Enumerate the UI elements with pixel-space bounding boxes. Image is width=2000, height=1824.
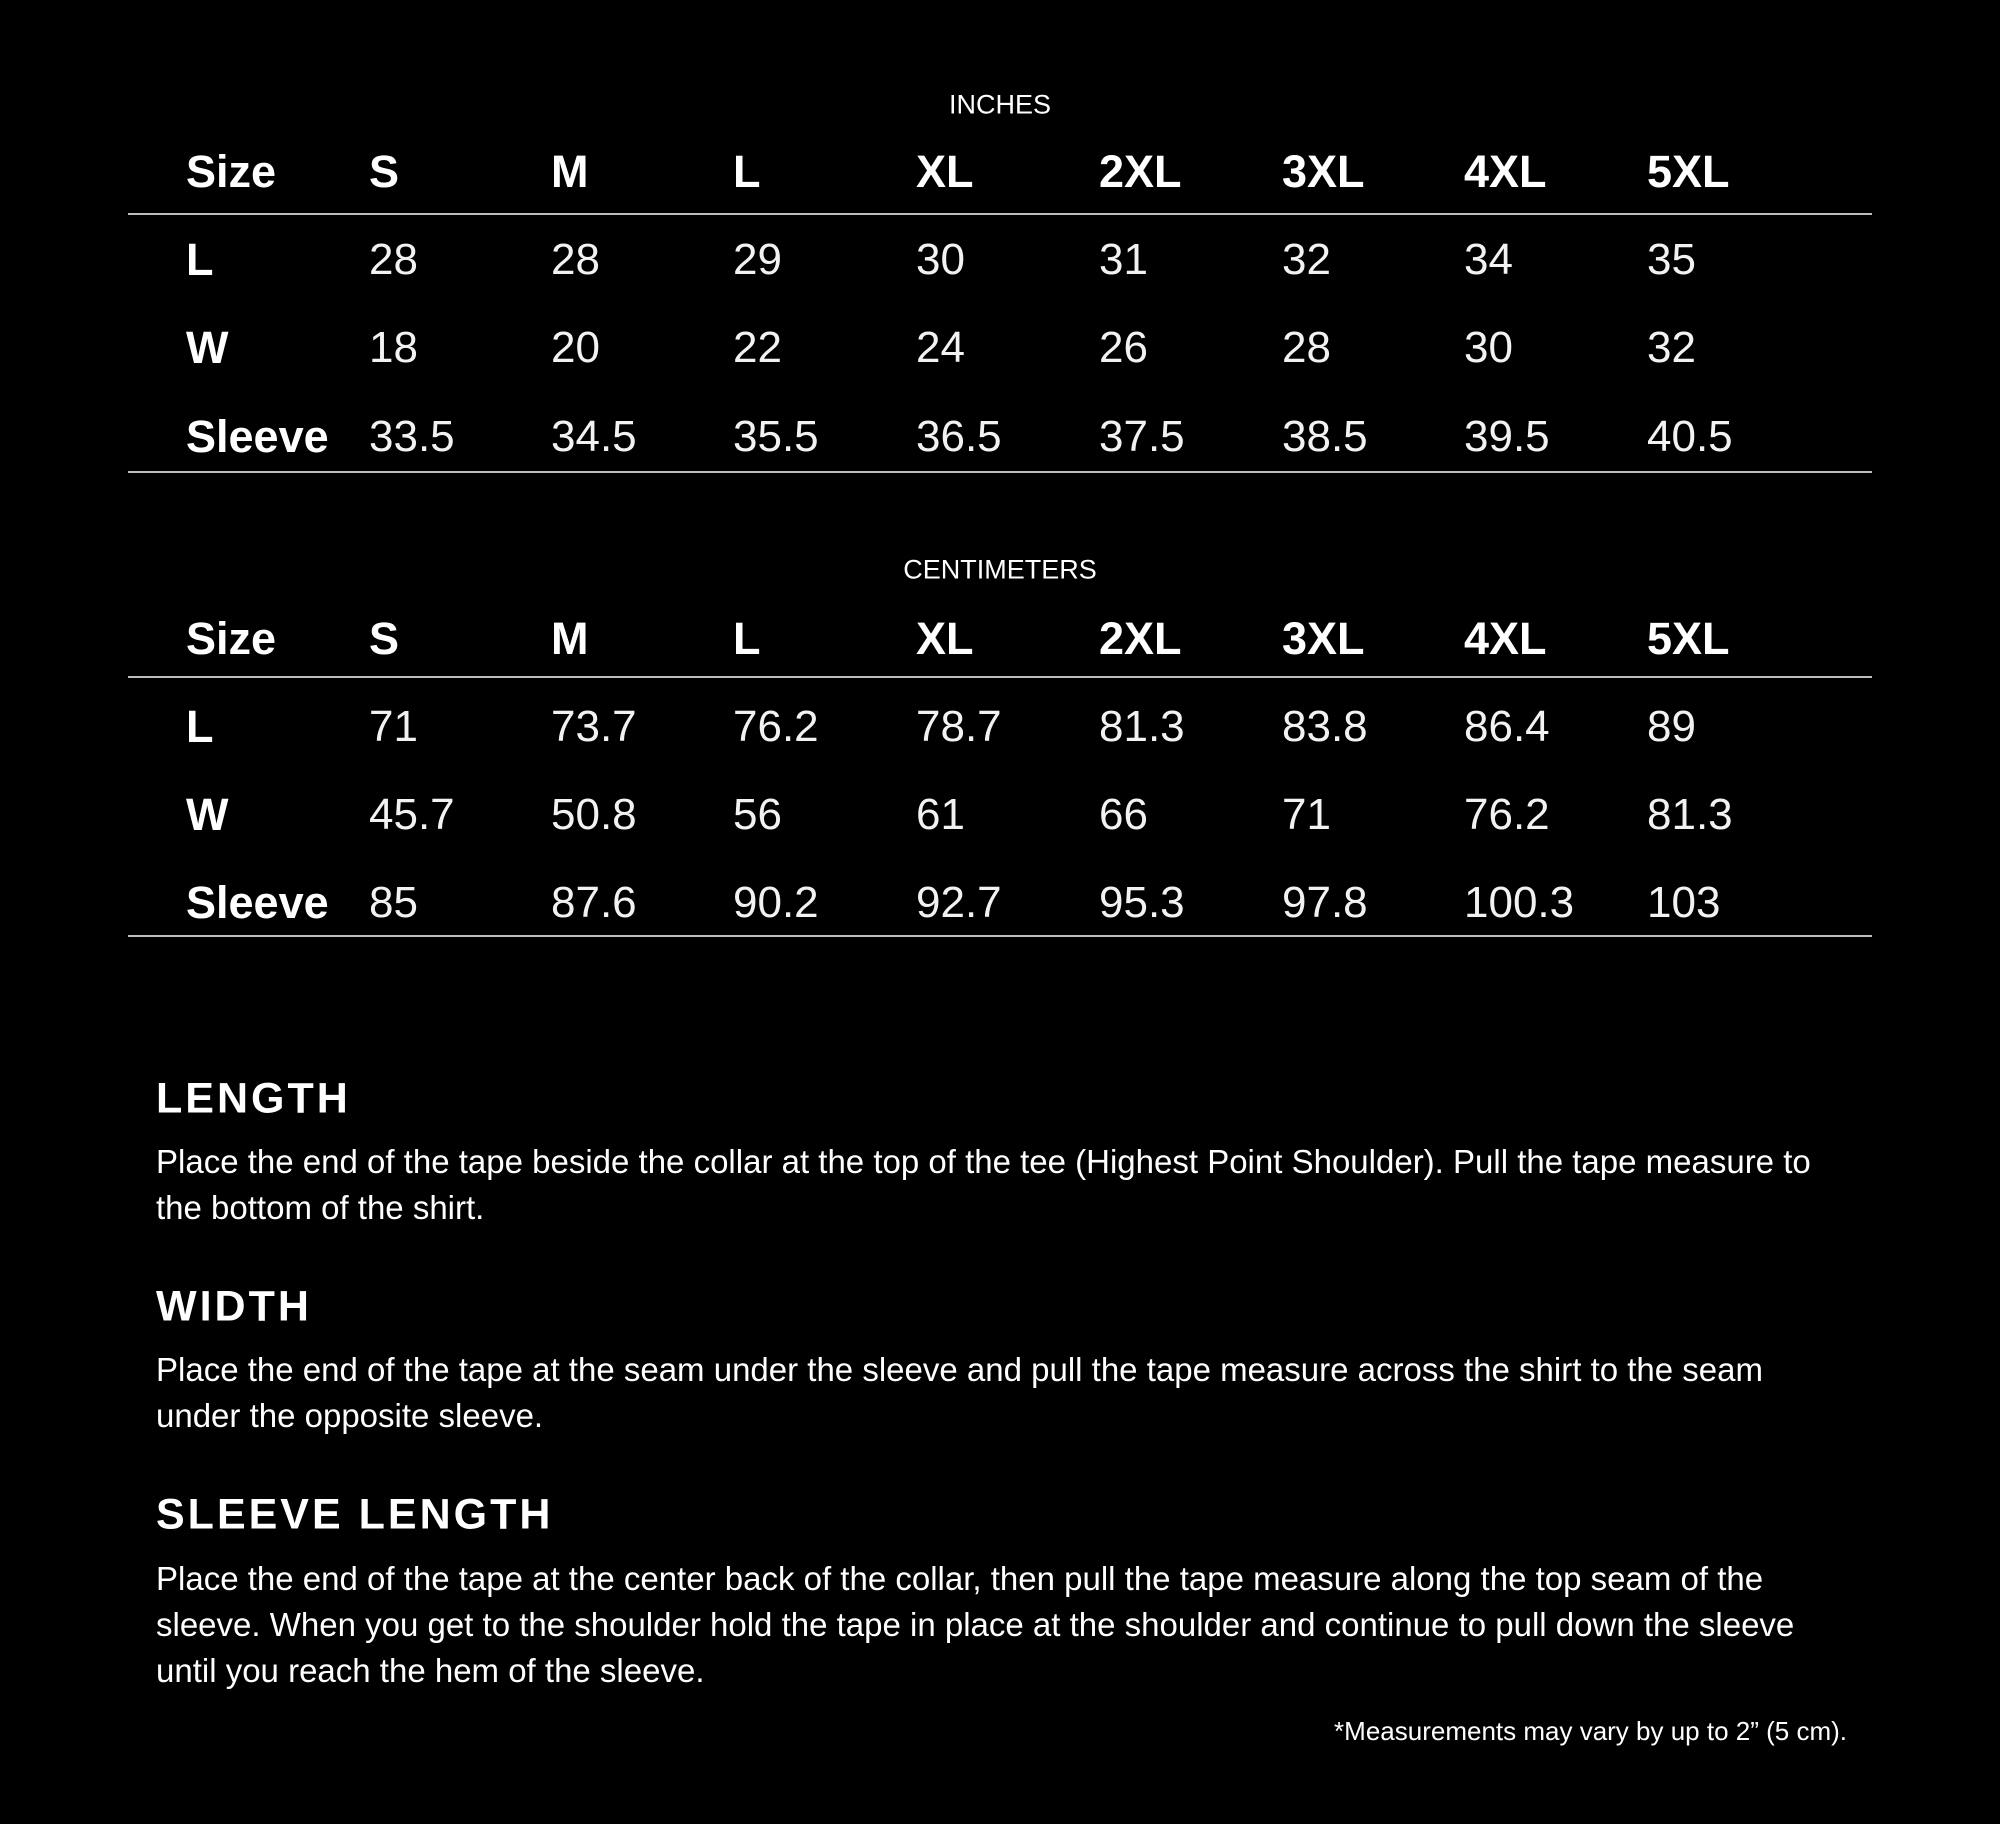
value-cell: 20 [551, 323, 600, 372]
row-label: W [186, 789, 229, 840]
header-cell: L [733, 613, 761, 664]
value-cell: 76.2 [1464, 790, 1550, 839]
length-text: Place the end of the tape beside the collar at the top of the tee (Highest Point Shoulder). Pull the tape measure to the bottom of the shirt. [156, 1143, 1811, 1226]
value-cell: 28 [1282, 323, 1331, 372]
value-cell: 26 [1099, 323, 1148, 372]
value-cell: 29 [733, 235, 782, 284]
value-cell: 81.3 [1647, 790, 1733, 839]
header-cell: 4XL [1464, 146, 1547, 197]
value-cell: 103 [1647, 878, 1721, 927]
value-cell: 38.5 [1282, 412, 1368, 461]
value-cell: 89 [1647, 702, 1696, 751]
value-cell: 66 [1099, 790, 1148, 839]
table-row [0, 697, 2000, 757]
value-cell: 71 [1282, 790, 1331, 839]
value-cell: 36.5 [916, 412, 1002, 461]
value-cell: 83.8 [1282, 702, 1368, 751]
header-cell: S [369, 613, 400, 664]
header-cell: 2XL [1099, 146, 1182, 197]
value-cell: 81.3 [1099, 702, 1185, 751]
table-row [0, 407, 2000, 467]
value-cell: 92.7 [916, 878, 1002, 927]
header-cell: Size [186, 613, 277, 664]
value-cell: 76.2 [733, 702, 819, 751]
value-cell: 86.4 [1464, 702, 1550, 751]
divider [128, 676, 1872, 678]
value-cell: 87.6 [551, 878, 637, 927]
value-cell: 61 [916, 790, 965, 839]
value-cell: 95.3 [1099, 878, 1185, 927]
value-cell: 31 [1099, 235, 1148, 284]
centimeters-header-row [0, 609, 2000, 669]
header-cell: XL [916, 613, 974, 664]
width-heading: WIDTH [156, 1282, 312, 1331]
table-row [0, 873, 2000, 933]
width-text: Place the end of the tape at the seam under the sleeve and pull the tape measure across the shirt to the seam under the opposite sleeve. [156, 1351, 1763, 1434]
value-cell: 71 [369, 702, 418, 751]
value-cell: 90.2 [733, 878, 819, 927]
value-cell: 45.7 [369, 790, 455, 839]
value-cell: 35 [1647, 235, 1696, 284]
footnote: *Measurements may vary by up to 2” (5 cm). [1334, 1716, 1847, 1746]
value-cell: 37.5 [1099, 412, 1185, 461]
header-cell: 3XL [1282, 613, 1365, 664]
header-cell: M [551, 146, 589, 197]
header-cell: Size [186, 146, 277, 197]
value-cell: 28 [369, 235, 418, 284]
header-cell: L [733, 146, 761, 197]
sleeve-length-heading: SLEEVE LENGTH [156, 1490, 554, 1539]
sleeve-length-text: Place the end of the tape at the center back of the collar, then pull the tape measure along the top seam of the sleeve. When you get to the shoulder hold the tape in place at the shoulder and continue to pull down the sleeve until you reach the hem of the sleeve. [156, 1560, 1795, 1689]
divider [128, 935, 1872, 937]
row-label: Sleeve [186, 877, 329, 928]
value-cell: 85 [369, 878, 418, 927]
row-label: Sleeve [186, 411, 329, 462]
inches-title: INCHES [948, 89, 1051, 120]
header-cell: 5XL [1647, 146, 1730, 197]
row-label: L [186, 701, 214, 752]
value-cell: 100.3 [1464, 878, 1575, 927]
header-cell: 5XL [1647, 613, 1730, 664]
value-cell: 78.7 [916, 702, 1002, 751]
header-cell: XL [916, 146, 974, 197]
value-cell: 34.5 [551, 412, 637, 461]
header-cell: 2XL [1099, 613, 1182, 664]
value-cell: 30 [916, 235, 965, 284]
value-cell: 28 [551, 235, 600, 284]
divider [128, 471, 1872, 473]
centimeters-title: CENTIMETERS [903, 554, 1097, 585]
value-cell: 40.5 [1647, 412, 1733, 461]
table-row [0, 230, 2000, 290]
inches-header-row [0, 142, 2000, 202]
value-cell: 32 [1282, 235, 1331, 284]
value-cell: 39.5 [1464, 412, 1550, 461]
table-row [0, 785, 2000, 845]
header-cell: 4XL [1464, 613, 1547, 664]
divider [128, 213, 1872, 215]
header-cell: M [551, 613, 589, 664]
header-cell: S [369, 146, 400, 197]
value-cell: 24 [916, 323, 965, 372]
length-heading: LENGTH [156, 1074, 351, 1123]
value-cell: 56 [733, 790, 782, 839]
row-label: L [186, 234, 214, 285]
table-row [0, 318, 2000, 378]
value-cell: 50.8 [551, 790, 637, 839]
value-cell: 34 [1464, 235, 1513, 284]
value-cell: 33.5 [369, 412, 455, 461]
value-cell: 32 [1647, 323, 1696, 372]
header-cell: 3XL [1282, 146, 1365, 197]
value-cell: 73.7 [551, 702, 637, 751]
row-label: W [186, 322, 229, 373]
value-cell: 22 [733, 323, 782, 372]
value-cell: 97.8 [1282, 878, 1368, 927]
value-cell: 30 [1464, 323, 1513, 372]
value-cell: 18 [369, 323, 418, 372]
value-cell: 35.5 [733, 412, 819, 461]
